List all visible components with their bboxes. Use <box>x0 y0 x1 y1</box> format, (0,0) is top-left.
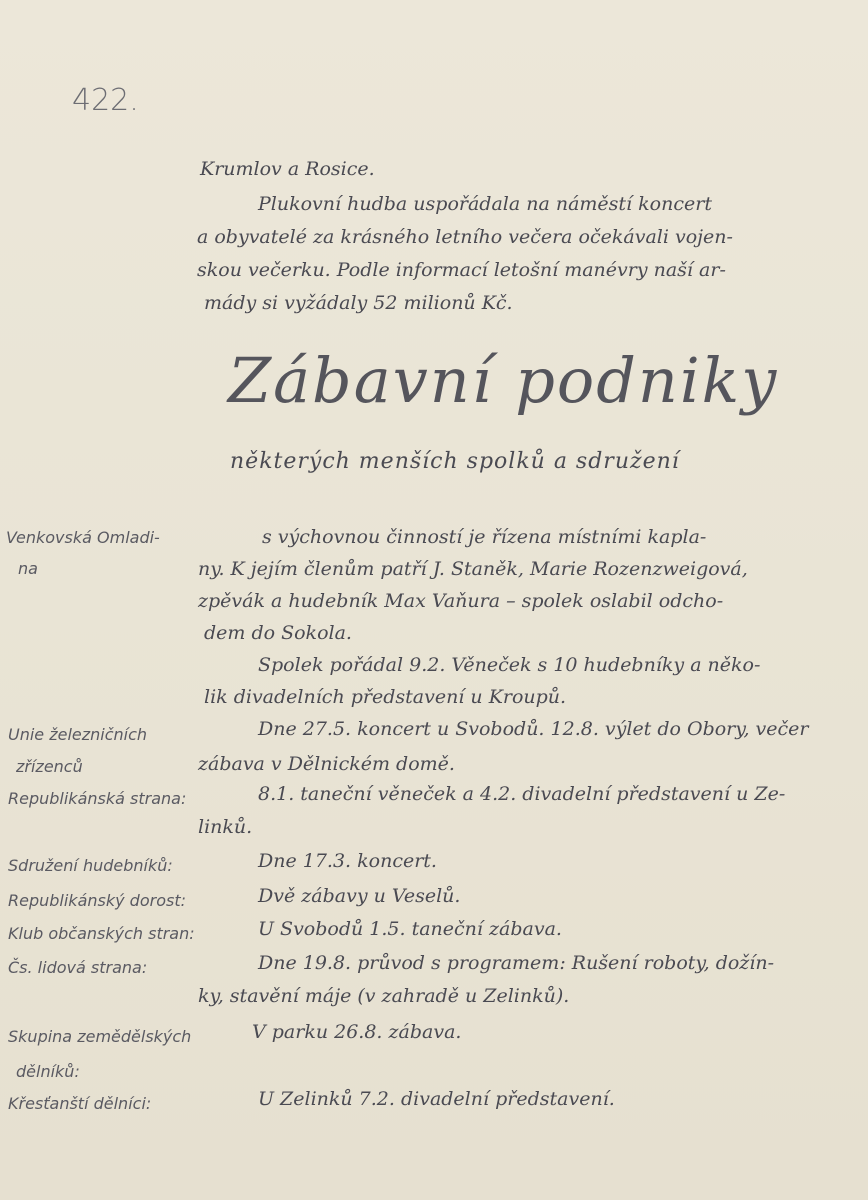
margin-label: Klub občanských stran: <box>8 924 195 943</box>
entry-line: Spolek pořádal 9.2. Věneček s 10 hudebníky a něko- <box>258 654 761 676</box>
margin-label: Křesťanští dělníci: <box>8 1094 152 1113</box>
entry-line: lik divadelních představení u Kroupů. <box>204 686 567 708</box>
entry-line: ny. K jejím členům patří J. Staněk, Marie Rozenzweigová, <box>198 558 748 580</box>
margin-label: Sdružení hudebníků: <box>8 856 173 875</box>
entry-line: V parku 26.8. zábava. <box>252 1021 462 1043</box>
intro-line: Plukovní hudba uspořádala na náměstí koncert <box>258 193 712 215</box>
entry-line: U Svobodů 1.5. taneční zábava. <box>258 918 562 940</box>
margin-label: Skupina zemědělských <box>8 1027 192 1046</box>
section-subheading: některých menších spolků a sdružení <box>230 449 680 474</box>
page-number: 422. <box>72 83 139 118</box>
entry-line: dem do Sokola. <box>204 622 352 644</box>
margin-label: zřízenců <box>16 757 83 776</box>
entry-line: zpěvák a hudebník Max Vaňura – spolek oslabil odcho- <box>198 590 724 612</box>
section-heading: Zábavní podniky <box>228 344 779 417</box>
intro-line: a obyvatelé za krásného letního večera očekávali vojen- <box>197 226 733 248</box>
entry-line: Dne 19.8. průvod s programem: Rušení roboty, dožín- <box>258 952 775 974</box>
margin-label: Venkovská Omladi- <box>6 528 160 547</box>
entry-line: U Zelinků 7.2. divadelní představení. <box>258 1088 615 1110</box>
intro-line: skou večerku. Podle informací letošní manévry naší ar- <box>197 259 726 281</box>
margin-label: Čs. lidová strana: <box>8 958 148 977</box>
entry-line: zábava v Dělnickém domě. <box>198 753 455 775</box>
margin-label: Republikánská strana: <box>8 789 187 808</box>
margin-label: na <box>18 559 38 578</box>
entry-line: 8.1. taneční věneček a 4.2. divadelní představení u Ze- <box>258 783 786 805</box>
margin-label: Republikánský dorost: <box>8 891 186 910</box>
entry-line: Dne 27.5. koncert u Svobodů. 12.8. výlet do Obory, večer <box>258 718 809 740</box>
margin-label: dělníků: <box>16 1062 80 1081</box>
entry-line: Dne 17.3. koncert. <box>258 850 437 872</box>
intro-line: mády si vyžádaly 52 milionů Kč. <box>204 292 513 314</box>
entry-line: ky, stavění máje (v zahradě u Zelinků). <box>198 985 570 1007</box>
entry-line: s výchovnou činností je řízena místními kapla- <box>262 526 707 548</box>
entry-line: linků. <box>198 816 253 838</box>
entry-line: Dvě zábavy u Veselů. <box>258 885 461 907</box>
intro-place: Krumlov a Rosice. <box>200 158 375 180</box>
margin-label: Unie železničních <box>8 725 148 744</box>
